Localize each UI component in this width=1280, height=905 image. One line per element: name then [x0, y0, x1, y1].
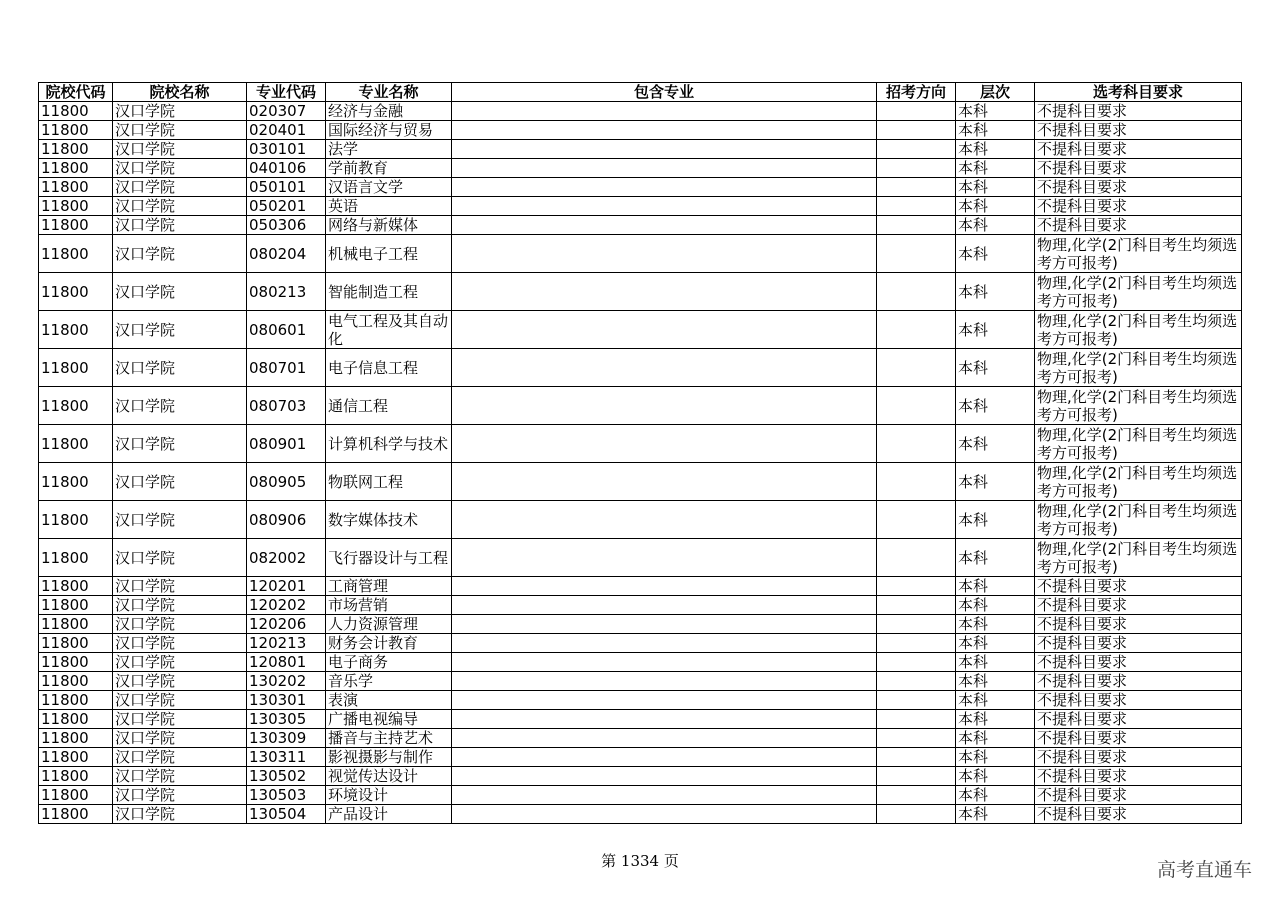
cell-school-code: 11800 [39, 311, 113, 349]
cell-school-name: 汉口学院 [113, 387, 247, 425]
cell-major-code: 130309 [247, 729, 326, 748]
table-row [39, 216, 1242, 235]
cell-major-name: 工商管理 [326, 577, 452, 596]
cell-direction [877, 710, 956, 729]
cell-major-name: 机械电子工程 [326, 235, 452, 273]
cell-subject-requirement: 物理,化学(2门科目考生均须选考方可报考) [1035, 235, 1242, 273]
cell-school-name: 汉口学院 [113, 197, 247, 216]
cell-major-name: 学前教育 [326, 159, 452, 178]
cell-major-name: 飞行器设计与工程 [326, 539, 452, 577]
cell-subject-requirement: 不提科目要求 [1035, 140, 1242, 159]
cell-major-code: 080905 [247, 463, 326, 501]
cell-school-code: 11800 [39, 577, 113, 596]
cell-major-code: 050306 [247, 216, 326, 235]
cell-school-name: 汉口学院 [113, 273, 247, 311]
cell-school-code: 11800 [39, 140, 113, 159]
cell-school-code: 11800 [39, 197, 113, 216]
table-row [39, 273, 1242, 311]
cell-major-name: 智能制造工程 [326, 273, 452, 311]
table-row [39, 577, 1242, 596]
col-header-school-code: 院校代码 [39, 83, 113, 102]
cell-level: 本科 [956, 672, 1035, 691]
cell-school-code: 11800 [39, 691, 113, 710]
cell-major-name: 电子信息工程 [326, 349, 452, 387]
cell-school-code: 11800 [39, 235, 113, 273]
cell-school-name: 汉口学院 [113, 691, 247, 710]
cell-subject-requirement: 不提科目要求 [1035, 596, 1242, 615]
cell-level: 本科 [956, 102, 1035, 121]
cell-included-majors [452, 672, 877, 691]
cell-school-name: 汉口学院 [113, 216, 247, 235]
cell-included-majors [452, 729, 877, 748]
cell-major-name: 计算机科学与技术 [326, 425, 452, 463]
cell-school-name: 汉口学院 [113, 634, 247, 653]
table-row [39, 767, 1242, 786]
table-row [39, 159, 1242, 178]
table-body [39, 102, 1242, 824]
cell-school-code: 11800 [39, 387, 113, 425]
cell-major-name: 英语 [326, 197, 452, 216]
table-row [39, 121, 1242, 140]
cell-major-name: 汉语言文学 [326, 178, 452, 197]
col-header-level: 层次 [956, 83, 1035, 102]
cell-school-name: 汉口学院 [113, 311, 247, 349]
cell-direction [877, 425, 956, 463]
table-row [39, 463, 1242, 501]
cell-level: 本科 [956, 425, 1035, 463]
cell-major-code: 130503 [247, 786, 326, 805]
cell-school-code: 11800 [39, 425, 113, 463]
cell-school-name: 汉口学院 [113, 501, 247, 539]
cell-level: 本科 [956, 311, 1035, 349]
cell-school-code: 11800 [39, 786, 113, 805]
header-row [39, 83, 1242, 102]
cell-major-code: 030101 [247, 140, 326, 159]
cell-subject-requirement: 不提科目要求 [1035, 748, 1242, 767]
cell-major-code: 050201 [247, 197, 326, 216]
cell-school-name: 汉口学院 [113, 729, 247, 748]
cell-direction [877, 216, 956, 235]
watermark: 高考直通车 [1156, 859, 1252, 881]
page-number: 第 1334 页 [601, 852, 679, 870]
cell-level: 本科 [956, 178, 1035, 197]
cell-included-majors [452, 159, 877, 178]
table-row [39, 748, 1242, 767]
table-row [39, 501, 1242, 539]
cell-school-name: 汉口学院 [113, 786, 247, 805]
cell-direction [877, 159, 956, 178]
cell-level: 本科 [956, 596, 1035, 615]
cell-major-name: 音乐学 [326, 672, 452, 691]
cell-school-code: 11800 [39, 615, 113, 634]
cell-school-name: 汉口学院 [113, 672, 247, 691]
cell-school-code: 11800 [39, 273, 113, 311]
cell-direction [877, 121, 956, 140]
cell-major-name: 环境设计 [326, 786, 452, 805]
cell-school-code: 11800 [39, 729, 113, 748]
cell-level: 本科 [956, 691, 1035, 710]
cell-school-code: 11800 [39, 653, 113, 672]
cell-major-code: 080213 [247, 273, 326, 311]
cell-included-majors [452, 539, 877, 577]
cell-major-code: 120202 [247, 596, 326, 615]
cell-level: 本科 [956, 140, 1035, 159]
cell-school-name: 汉口学院 [113, 710, 247, 729]
col-header-major-code: 专业代码 [247, 83, 326, 102]
enrollment-table [38, 82, 1242, 824]
cell-subject-requirement: 不提科目要求 [1035, 634, 1242, 653]
cell-direction [877, 311, 956, 349]
cell-direction [877, 596, 956, 615]
cell-subject-requirement: 物理,化学(2门科目考生均须选考方可报考) [1035, 273, 1242, 311]
cell-included-majors [452, 235, 877, 273]
cell-major-code: 080703 [247, 387, 326, 425]
cell-school-code: 11800 [39, 634, 113, 653]
cell-level: 本科 [956, 463, 1035, 501]
cell-level: 本科 [956, 539, 1035, 577]
cell-major-code: 130504 [247, 805, 326, 824]
cell-major-name: 国际经济与贸易 [326, 121, 452, 140]
cell-school-code: 11800 [39, 596, 113, 615]
cell-major-name: 电气工程及其自动化 [326, 311, 452, 349]
cell-included-majors [452, 102, 877, 121]
cell-direction [877, 748, 956, 767]
cell-major-code: 082002 [247, 539, 326, 577]
cell-major-code: 130502 [247, 767, 326, 786]
cell-included-majors [452, 425, 877, 463]
cell-direction [877, 577, 956, 596]
cell-level: 本科 [956, 235, 1035, 273]
cell-included-majors [452, 311, 877, 349]
cell-major-name: 电子商务 [326, 653, 452, 672]
cell-direction [877, 653, 956, 672]
cell-direction [877, 197, 956, 216]
cell-level: 本科 [956, 121, 1035, 140]
cell-school-code: 11800 [39, 349, 113, 387]
cell-level: 本科 [956, 577, 1035, 596]
cell-included-majors [452, 197, 877, 216]
cell-major-code: 050101 [247, 178, 326, 197]
cell-direction [877, 691, 956, 710]
cell-school-code: 11800 [39, 748, 113, 767]
cell-major-name: 财务会计教育 [326, 634, 452, 653]
table-row [39, 311, 1242, 349]
cell-subject-requirement: 物理,化学(2门科目考生均须选考方可报考) [1035, 501, 1242, 539]
table-row [39, 786, 1242, 805]
cell-subject-requirement: 不提科目要求 [1035, 102, 1242, 121]
cell-major-code: 120206 [247, 615, 326, 634]
cell-major-name: 产品设计 [326, 805, 452, 824]
cell-direction [877, 178, 956, 197]
cell-included-majors [452, 501, 877, 539]
cell-subject-requirement: 不提科目要求 [1035, 121, 1242, 140]
cell-level: 本科 [956, 710, 1035, 729]
cell-level: 本科 [956, 501, 1035, 539]
cell-direction [877, 672, 956, 691]
cell-major-name: 市场营销 [326, 596, 452, 615]
cell-direction [877, 615, 956, 634]
cell-level: 本科 [956, 634, 1035, 653]
table-row [39, 634, 1242, 653]
cell-school-name: 汉口学院 [113, 596, 247, 615]
table-row [39, 235, 1242, 273]
cell-included-majors [452, 596, 877, 615]
cell-included-majors [452, 216, 877, 235]
cell-major-code: 130202 [247, 672, 326, 691]
cell-major-code: 080906 [247, 501, 326, 539]
table-row [39, 596, 1242, 615]
col-header-direction: 招考方向 [877, 83, 956, 102]
cell-major-name: 网络与新媒体 [326, 216, 452, 235]
cell-direction [877, 349, 956, 387]
cell-included-majors [452, 710, 877, 729]
cell-direction [877, 235, 956, 273]
cell-subject-requirement: 物理,化学(2门科目考生均须选考方可报考) [1035, 425, 1242, 463]
cell-included-majors [452, 178, 877, 197]
cell-subject-requirement: 不提科目要求 [1035, 672, 1242, 691]
cell-level: 本科 [956, 216, 1035, 235]
cell-included-majors [452, 273, 877, 311]
cell-included-majors [452, 349, 877, 387]
cell-major-name: 法学 [326, 140, 452, 159]
cell-included-majors [452, 121, 877, 140]
cell-direction [877, 140, 956, 159]
table-row [39, 349, 1242, 387]
cell-included-majors [452, 615, 877, 634]
cell-school-name: 汉口学院 [113, 140, 247, 159]
cell-school-name: 汉口学院 [113, 235, 247, 273]
cell-level: 本科 [956, 273, 1035, 311]
table-row [39, 178, 1242, 197]
cell-subject-requirement: 不提科目要求 [1035, 710, 1242, 729]
cell-direction [877, 767, 956, 786]
cell-subject-requirement: 物理,化学(2门科目考生均须选考方可报考) [1035, 463, 1242, 501]
cell-level: 本科 [956, 653, 1035, 672]
table-row [39, 539, 1242, 577]
cell-school-name: 汉口学院 [113, 425, 247, 463]
cell-subject-requirement: 物理,化学(2门科目考生均须选考方可报考) [1035, 387, 1242, 425]
cell-school-code: 11800 [39, 710, 113, 729]
cell-level: 本科 [956, 159, 1035, 178]
cell-included-majors [452, 691, 877, 710]
col-header-subject-requirement: 选考科目要求 [1035, 83, 1242, 102]
cell-subject-requirement: 不提科目要求 [1035, 216, 1242, 235]
cell-subject-requirement: 物理,化学(2门科目考生均须选考方可报考) [1035, 349, 1242, 387]
cell-subject-requirement: 不提科目要求 [1035, 691, 1242, 710]
cell-subject-requirement: 不提科目要求 [1035, 197, 1242, 216]
cell-school-name: 汉口学院 [113, 539, 247, 577]
cell-major-code: 080601 [247, 311, 326, 349]
cell-major-name: 通信工程 [326, 387, 452, 425]
cell-level: 本科 [956, 197, 1035, 216]
cell-school-name: 汉口学院 [113, 615, 247, 634]
cell-direction [877, 729, 956, 748]
table-row [39, 691, 1242, 710]
cell-included-majors [452, 767, 877, 786]
cell-school-code: 11800 [39, 178, 113, 197]
cell-direction [877, 539, 956, 577]
cell-subject-requirement: 物理,化学(2门科目考生均须选考方可报考) [1035, 311, 1242, 349]
cell-school-name: 汉口学院 [113, 463, 247, 501]
table-row [39, 710, 1242, 729]
cell-school-code: 11800 [39, 767, 113, 786]
cell-major-code: 120213 [247, 634, 326, 653]
table-row [39, 102, 1242, 121]
cell-included-majors [452, 577, 877, 596]
cell-included-majors [452, 748, 877, 767]
cell-major-name: 表演 [326, 691, 452, 710]
cell-major-code: 080204 [247, 235, 326, 273]
cell-direction [877, 501, 956, 539]
cell-school-name: 汉口学院 [113, 102, 247, 121]
table-row [39, 387, 1242, 425]
cell-major-code: 120801 [247, 653, 326, 672]
col-header-included-majors: 包含专业 [452, 83, 877, 102]
cell-school-name: 汉口学院 [113, 805, 247, 824]
cell-direction [877, 805, 956, 824]
cell-major-name: 人力资源管理 [326, 615, 452, 634]
cell-subject-requirement: 不提科目要求 [1035, 786, 1242, 805]
cell-major-code: 020401 [247, 121, 326, 140]
cell-school-code: 11800 [39, 159, 113, 178]
cell-school-code: 11800 [39, 539, 113, 577]
table-row [39, 805, 1242, 824]
cell-major-name: 物联网工程 [326, 463, 452, 501]
cell-level: 本科 [956, 767, 1035, 786]
cell-included-majors [452, 786, 877, 805]
cell-major-code: 120201 [247, 577, 326, 596]
cell-subject-requirement: 物理,化学(2门科目考生均须选考方可报考) [1035, 539, 1242, 577]
table-row [39, 672, 1242, 691]
cell-level: 本科 [956, 786, 1035, 805]
cell-subject-requirement: 不提科目要求 [1035, 767, 1242, 786]
cell-school-name: 汉口学院 [113, 748, 247, 767]
cell-major-code: 080701 [247, 349, 326, 387]
cell-school-name: 汉口学院 [113, 767, 247, 786]
cell-subject-requirement: 不提科目要求 [1035, 653, 1242, 672]
cell-direction [877, 463, 956, 501]
cell-school-name: 汉口学院 [113, 577, 247, 596]
cell-major-code: 130305 [247, 710, 326, 729]
cell-level: 本科 [956, 615, 1035, 634]
cell-subject-requirement: 不提科目要求 [1035, 178, 1242, 197]
cell-subject-requirement: 不提科目要求 [1035, 729, 1242, 748]
cell-major-code: 130311 [247, 748, 326, 767]
cell-subject-requirement: 不提科目要求 [1035, 577, 1242, 596]
table-row [39, 197, 1242, 216]
cell-direction [877, 786, 956, 805]
cell-level: 本科 [956, 729, 1035, 748]
table-row [39, 140, 1242, 159]
cell-school-name: 汉口学院 [113, 121, 247, 140]
cell-major-name: 视觉传达设计 [326, 767, 452, 786]
cell-direction [877, 387, 956, 425]
cell-subject-requirement: 不提科目要求 [1035, 159, 1242, 178]
cell-direction [877, 102, 956, 121]
cell-included-majors [452, 634, 877, 653]
cell-school-name: 汉口学院 [113, 653, 247, 672]
cell-major-code: 040106 [247, 159, 326, 178]
col-header-major-name: 专业名称 [326, 83, 452, 102]
cell-major-name: 影视摄影与制作 [326, 748, 452, 767]
cell-level: 本科 [956, 349, 1035, 387]
cell-major-name: 数字媒体技术 [326, 501, 452, 539]
table-row [39, 653, 1242, 672]
cell-school-name: 汉口学院 [113, 178, 247, 197]
cell-school-name: 汉口学院 [113, 349, 247, 387]
table-row [39, 425, 1242, 463]
cell-school-code: 11800 [39, 463, 113, 501]
cell-major-name: 经济与金融 [326, 102, 452, 121]
cell-direction [877, 273, 956, 311]
cell-level: 本科 [956, 748, 1035, 767]
cell-major-code: 020307 [247, 102, 326, 121]
cell-included-majors [452, 140, 877, 159]
cell-major-code: 130301 [247, 691, 326, 710]
cell-major-name: 播音与主持艺术 [326, 729, 452, 748]
cell-included-majors [452, 463, 877, 501]
cell-school-code: 11800 [39, 805, 113, 824]
cell-school-code: 11800 [39, 102, 113, 121]
cell-major-code: 080901 [247, 425, 326, 463]
cell-school-code: 11800 [39, 672, 113, 691]
cell-included-majors [452, 653, 877, 672]
cell-level: 本科 [956, 387, 1035, 425]
table-row [39, 729, 1242, 748]
cell-included-majors [452, 387, 877, 425]
cell-direction [877, 634, 956, 653]
col-header-school-name: 院校名称 [113, 83, 247, 102]
cell-subject-requirement: 不提科目要求 [1035, 615, 1242, 634]
cell-school-code: 11800 [39, 121, 113, 140]
cell-major-name: 广播电视编导 [326, 710, 452, 729]
cell-school-name: 汉口学院 [113, 159, 247, 178]
table-row [39, 615, 1242, 634]
cell-school-code: 11800 [39, 216, 113, 235]
cell-school-code: 11800 [39, 501, 113, 539]
cell-level: 本科 [956, 805, 1035, 824]
cell-included-majors [452, 805, 877, 824]
cell-subject-requirement: 不提科目要求 [1035, 805, 1242, 824]
